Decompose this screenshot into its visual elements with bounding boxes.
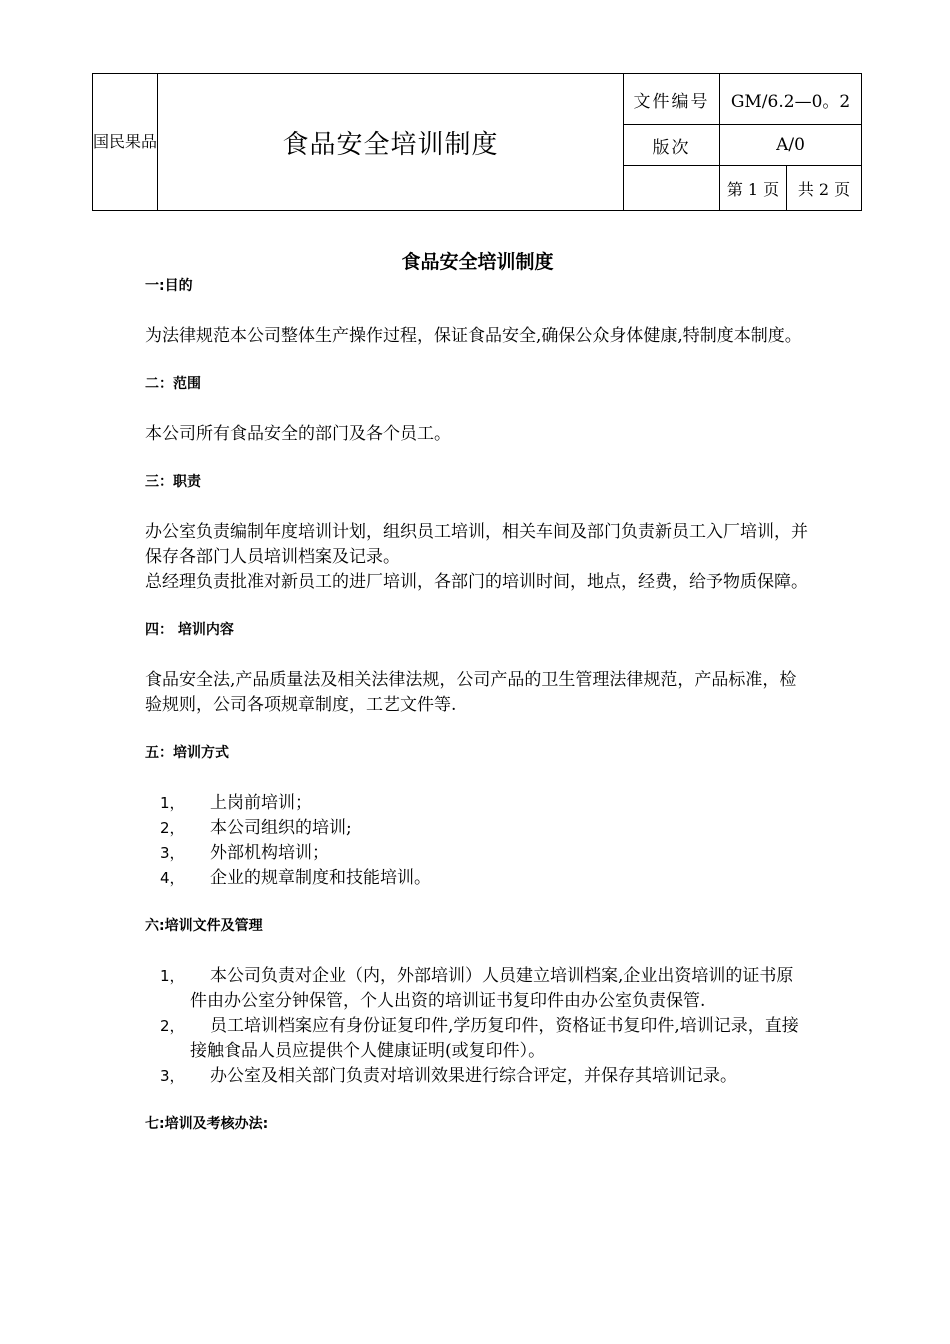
list-item: 4， 企业的规章制度和技能培训。 bbox=[160, 868, 431, 888]
section-heading-content: 四： 培训内容 bbox=[145, 622, 234, 638]
list-item: 1， 上岗前培训； bbox=[160, 793, 312, 813]
page-total: 共 2 页 bbox=[787, 166, 862, 211]
version-label: 版次 bbox=[624, 125, 720, 166]
document-body bbox=[145, 248, 810, 1134]
version-value: A/0 bbox=[720, 125, 862, 166]
section-heading-scope: 二：范围 bbox=[145, 376, 201, 392]
list-item: 2， 员工培训档案应有身份证复印件,学历复印件，资格证书复印件,培训记录，直接接触食品人员应提供个人健康证明(或复印件）。 bbox=[160, 1016, 799, 1061]
list-item: 3， 外部机构培训； bbox=[160, 843, 329, 863]
section-text-content: 食品安全法,产品质量法及相关法律法规，公司产品的卫生管理法律规范，产品标准，检验规则，公司各项规章制度，工艺文件等. bbox=[145, 670, 797, 715]
section-text-scope: 本公司所有食品安全的部门及各个员工。 bbox=[145, 424, 451, 444]
doc-number-value: GM/6.2—0。2 bbox=[720, 74, 862, 125]
company-name: 国民果品 bbox=[93, 74, 158, 211]
list-item: 1， 本公司负责对企业（内，外部培训）人员建立培训档案,企业出资培训的证书原件由办公室分钟保管，个人出资的培训证书复印件由办公室负责保管. bbox=[160, 966, 794, 1011]
list-item: 3， 办公室及相关部门负责对培训效果进行综合评定，并保存其培训记录。 bbox=[160, 1066, 737, 1086]
section-heading-purpose: 一:目的 bbox=[145, 278, 193, 294]
page-current: 第 1 页 bbox=[720, 166, 787, 211]
empty-cell bbox=[624, 166, 720, 211]
document-header-table bbox=[92, 73, 862, 211]
section-heading-assessment: 七:培训及考核办法: bbox=[145, 1116, 269, 1132]
doc-title: 食品安全培训制度 bbox=[401, 251, 554, 273]
section-heading-duties: 三：职责 bbox=[145, 474, 201, 490]
section-heading-files: 六:培训文件及管理 bbox=[145, 918, 263, 934]
section-text-purpose: 为法律规范本公司整体生产操作过程，保证食品安全,确保公众身体健康,特制度本制度。 bbox=[145, 326, 802, 346]
section-heading-methods: 五：培训方式 bbox=[145, 745, 229, 761]
doc-number-label: 文件编号 bbox=[624, 74, 720, 125]
header-title: 食品安全培训制度 bbox=[158, 74, 624, 211]
list-item: 2， 本公司组织的培训; bbox=[160, 818, 352, 838]
section-text-duties-2: 总经理负责批准对新员工的进厂培训，各部门的培训时间，地点，经费，给予物质保障。 bbox=[145, 572, 808, 592]
section-text-duties-1: 办公室负责编制年度培训计划，组织员工培训，相关车间及部门负责新员工入厂培训，并保存各部门人员培训档案及记录。 bbox=[145, 522, 808, 567]
